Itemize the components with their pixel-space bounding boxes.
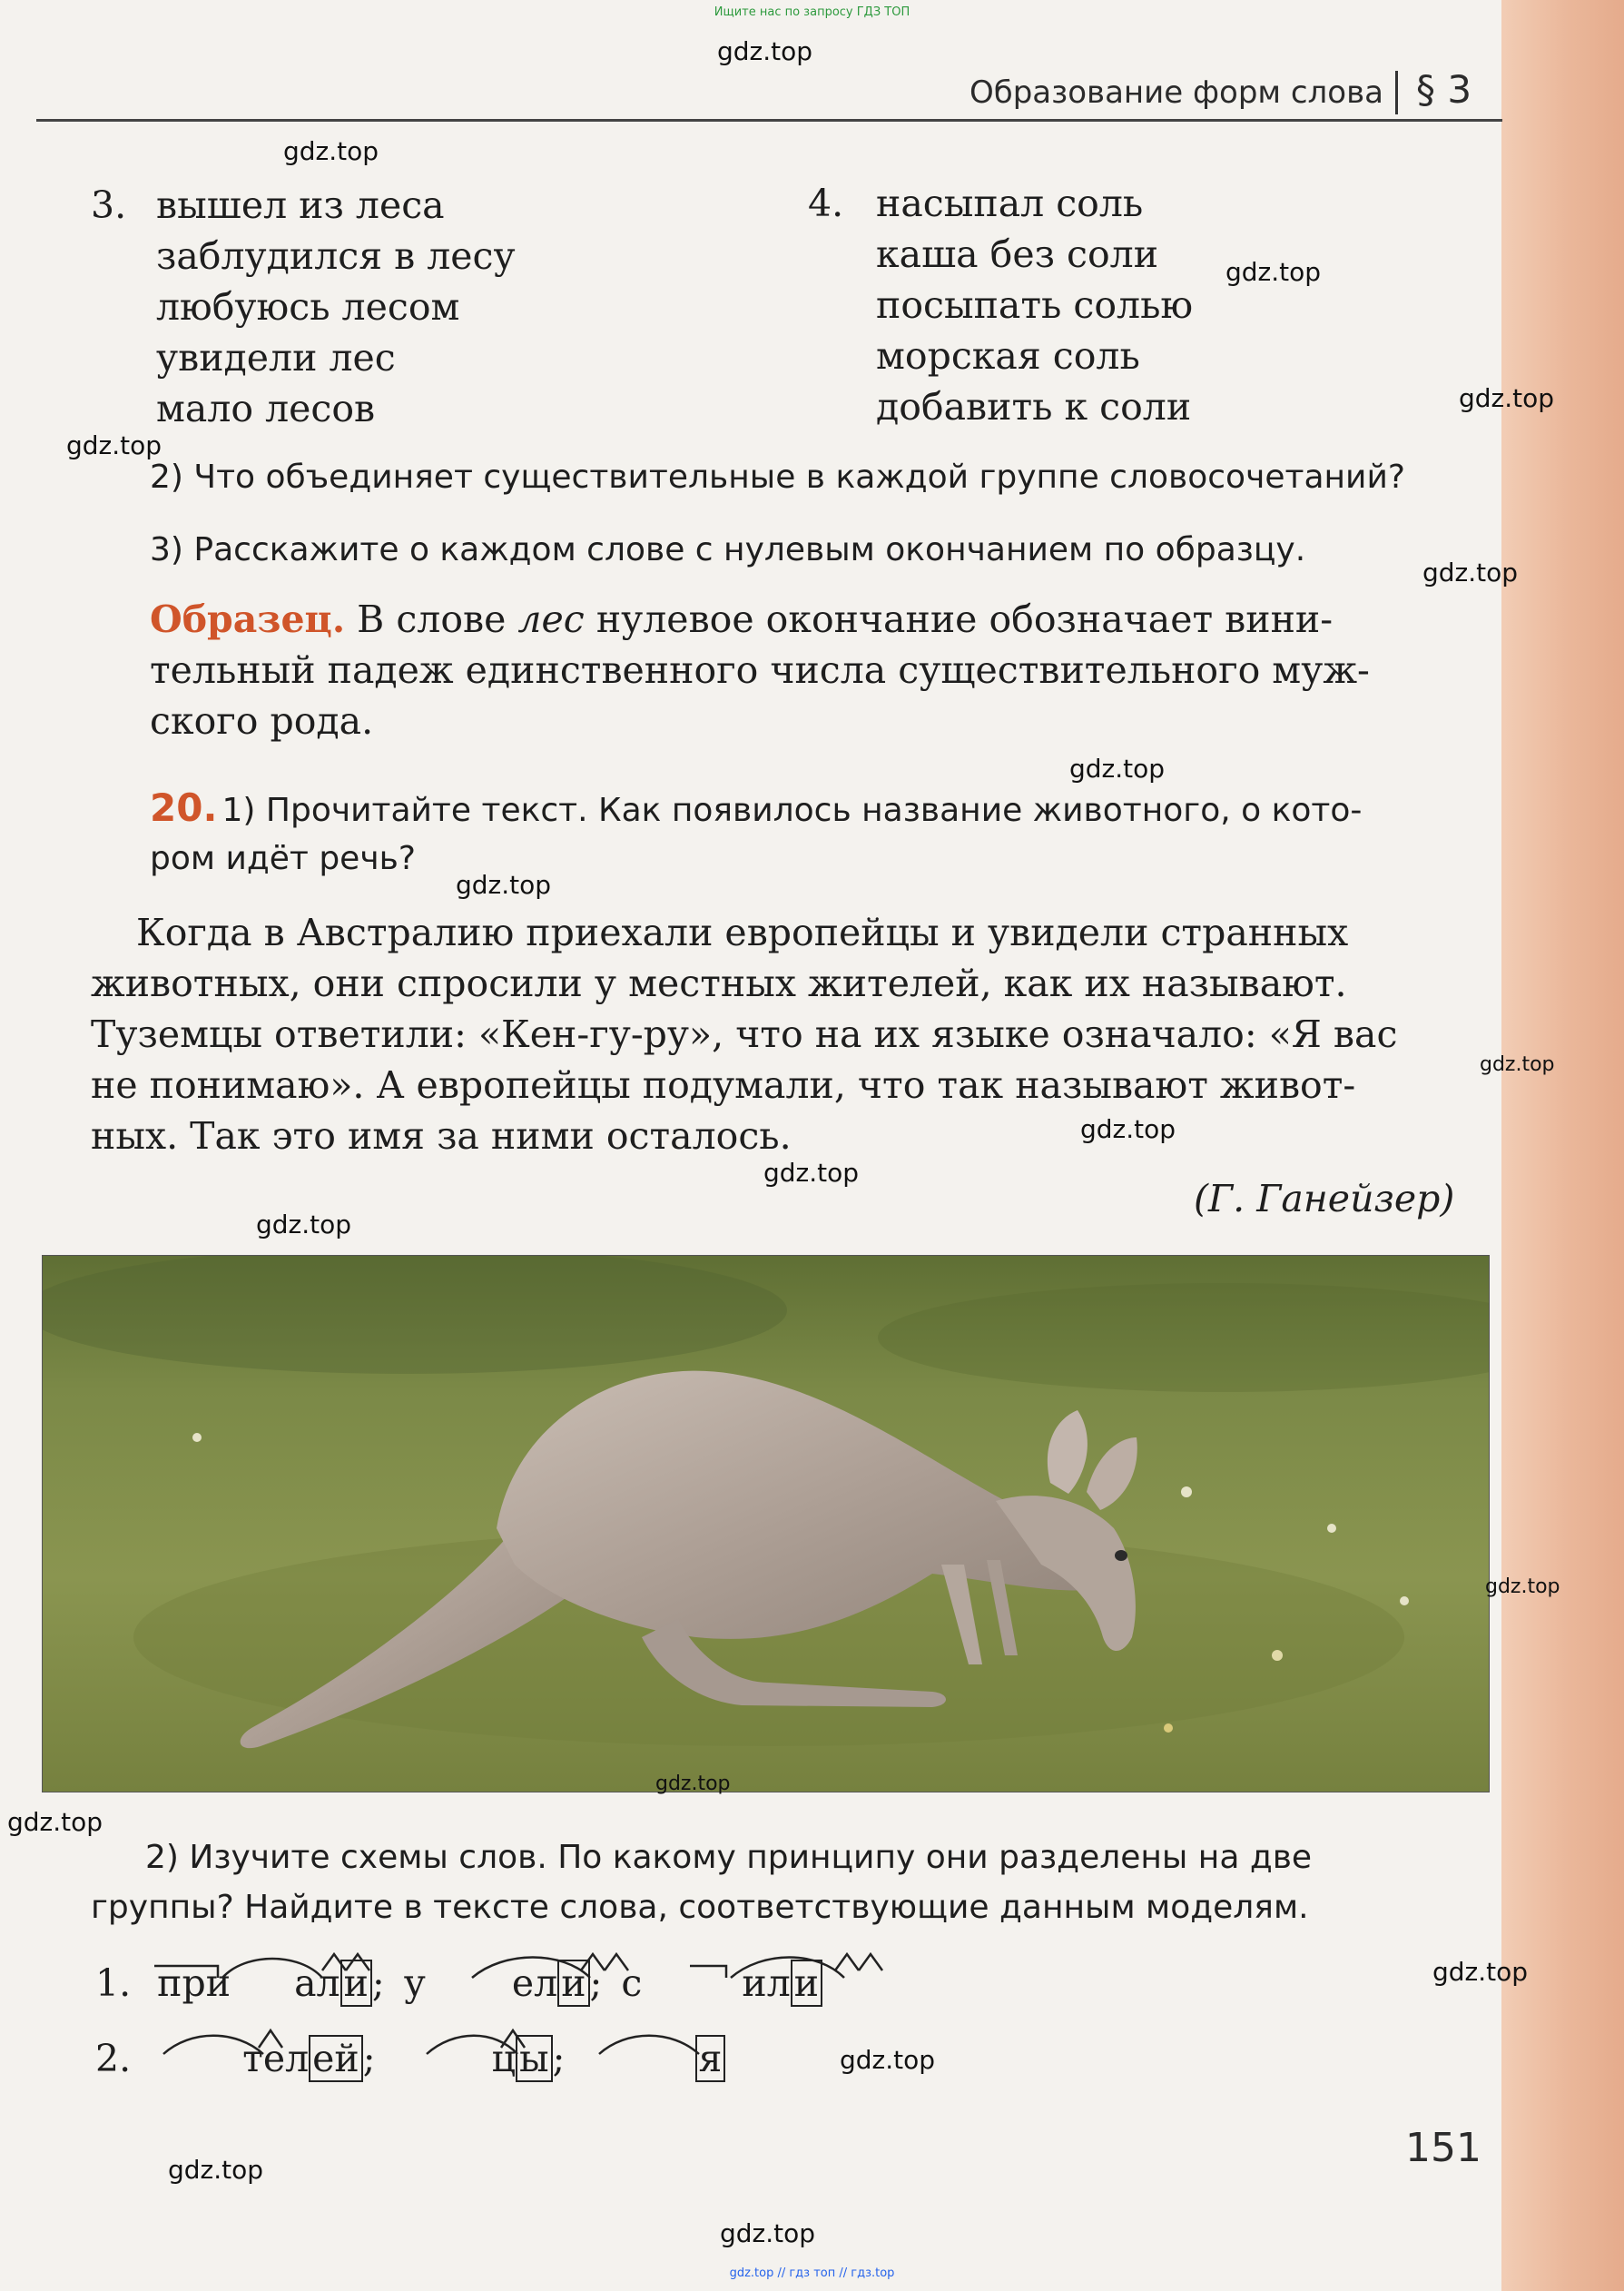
watermark: gdz.top xyxy=(168,2155,264,2185)
text-line: животных, они спросили у местных жителей, как их называют. xyxy=(91,962,1347,1005)
group-3-line: мало лесов xyxy=(156,387,376,430)
group-3-line: заблудился в лесу xyxy=(156,234,516,278)
section-number: § 3 xyxy=(1416,67,1472,112)
scheme-row-number: 1. xyxy=(95,1961,132,2005)
sample-pre: В слове xyxy=(357,597,507,641)
scheme-suffix: тел xyxy=(242,2037,310,2080)
scheme-prefix: с xyxy=(621,1961,643,2005)
exercise-number: 20. xyxy=(150,785,218,830)
scheme-suffix: ц xyxy=(491,2037,517,2080)
watermark: gdz.top xyxy=(283,136,379,166)
text-line: не понимаю». А европейцы подумали, что так называют живот- xyxy=(91,1063,1356,1107)
scheme-suffix: ил xyxy=(742,1961,791,2005)
watermark: gdz.top xyxy=(1432,1957,1529,1987)
group-4-line: морская соль xyxy=(876,334,1140,378)
sample-line-2: тельный падеж единственного числа существительного муж- xyxy=(150,648,1370,692)
watermark: gdz.top xyxy=(655,1773,731,1795)
scheme-ending: ы xyxy=(516,2035,553,2082)
scheme-ending: ей xyxy=(309,2035,363,2082)
sample-label: Образец. xyxy=(150,597,346,641)
group-3-line: любуюсь лесом xyxy=(156,285,460,329)
task-3: 3) Расскажите о каждом слове с нулевым окончанием по образцу. xyxy=(150,531,1306,568)
watermark: gdz.top xyxy=(1225,257,1322,287)
watermark: gdz.top xyxy=(720,2218,816,2248)
watermark: gdz.top xyxy=(256,1210,352,1239)
group-4-number: 4. xyxy=(808,182,844,225)
watermark: gdz.top xyxy=(1080,1114,1176,1144)
watermark: gdz.top xyxy=(1459,383,1555,413)
bottom-note: gdz.top // гдз топ // гдз.top xyxy=(729,2266,895,2280)
scheme-ending: и xyxy=(340,1960,372,2007)
exercise-task-2: 2) Изучите схемы слов. По какому принципу они разделены на две xyxy=(145,1839,1313,1876)
scheme-separator: ; xyxy=(362,2037,376,2080)
watermark: gdz.top xyxy=(7,1807,103,1837)
scheme-ending: и xyxy=(791,1960,822,2007)
watermark: gdz.top xyxy=(763,1158,860,1188)
watermark: gdz.top xyxy=(717,36,813,66)
scheme-separator: ; xyxy=(589,1961,603,2005)
scheme-prefix: у xyxy=(403,1961,426,2005)
scheme-suffix: ал xyxy=(294,1961,340,2005)
scheme-separator: ; xyxy=(552,2037,566,2080)
scheme-separator: ; xyxy=(371,1961,385,2005)
exercise-task-2-cont: группы? Найдите в тексте слова, соответствующие данным моделям. xyxy=(91,1889,1309,1926)
text-line: Туземцы ответили: «Кен-гу-ру», что на их языке означало: «Я вас xyxy=(91,1012,1398,1056)
scheme-ending: я xyxy=(695,2035,726,2082)
group-3-number: 3. xyxy=(91,183,127,227)
group-4-line: насыпал соль xyxy=(876,182,1144,225)
exercise-task-1-cont: ром идёт речь? xyxy=(150,840,416,877)
group-4-line: посыпать солью xyxy=(876,283,1194,327)
task-2: 2) Что объединяет существительные в каждой группе словосочетаний? xyxy=(150,459,1405,496)
text-line: ных. Так это имя за ними осталось. xyxy=(91,1114,792,1158)
sample-word: лес xyxy=(517,597,585,641)
group-3-line: увидели лес xyxy=(156,336,396,380)
sample-rest: нулевое окончание обозначает вини- xyxy=(595,597,1334,641)
watermark: gdz.top xyxy=(1069,754,1166,784)
watermark: gdz.top xyxy=(840,2045,936,2075)
watermark: gdz.top xyxy=(66,430,162,460)
text-line: Когда в Австралию приехали европейцы и увидели странных xyxy=(136,911,1349,954)
group-4-line: добавить к соли xyxy=(876,385,1192,429)
watermark: gdz.top xyxy=(1485,1575,1560,1598)
scheme-row-number: 2. xyxy=(95,2037,132,2080)
group-4-line: каша без соли xyxy=(876,232,1159,276)
group-3-line: вышел из леса xyxy=(156,183,445,227)
watermark: gdz.top xyxy=(1422,558,1519,588)
running-header-title: Образование форм слова xyxy=(969,74,1383,111)
text-author: (Г. Ганейзер) xyxy=(1194,1177,1455,1220)
scheme-suffix: ел xyxy=(511,1961,558,2005)
top-note: Ищите нас по запросу ГДЗ ТОП xyxy=(714,5,910,19)
page-number: 151 xyxy=(1405,2125,1481,2171)
watermark: gdz.top xyxy=(456,870,552,900)
scheme-prefix: при xyxy=(157,1961,231,2005)
sample-line-3: ского рода. xyxy=(150,699,374,743)
watermark: gdz.top xyxy=(1480,1053,1555,1076)
exercise-task-1: 1) Прочитайте текст. Как появилось название животного, о кото- xyxy=(221,792,1363,829)
scheme-ending: и xyxy=(557,1960,589,2007)
